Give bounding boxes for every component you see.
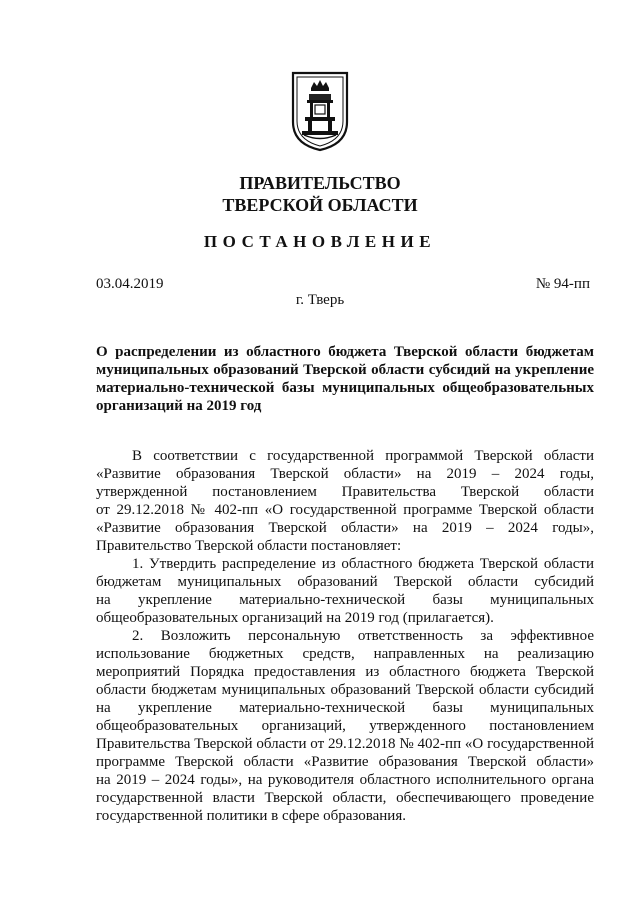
document-number: № 94-пп	[535, 276, 590, 292]
body-line: государственной политики в сфере образования.	[96, 808, 406, 824]
body-line: на укрепление материально-технической базы муниципальных	[96, 592, 594, 608]
body-line: мероприятий Порядка предоставления из областного бюджета Тверской	[96, 664, 594, 680]
document-city: г. Тверь	[295, 292, 345, 308]
body-line: на укрепление материально-технической базы муниципальных	[96, 700, 594, 716]
title-line: материально-технической базы муниципальных общеобразовательных	[96, 380, 594, 396]
body-line: бюджетам муниципальных образований Тверской области субсидий	[96, 574, 594, 590]
document-title	[96, 343, 594, 415]
body-line: на 2019 – 2024 годы», на руководителя областного исполнительного органа	[96, 772, 594, 788]
coat-of-arms-icon	[290, 70, 350, 152]
government-name-line2: ТВЕРСКОЙ ОБЛАСТИ	[222, 195, 418, 215]
body-line: государственной власти Тверской области, обеспечивающего проведение	[96, 790, 594, 806]
body-line: от 29.12.2018 № 402-пп «О государственной программе Тверской области	[96, 502, 594, 518]
document-date: 03.04.2019	[96, 276, 164, 292]
document-body	[96, 447, 594, 825]
title-line: О распределении из областного бюджета Тверской области бюджетам	[96, 344, 594, 360]
body-line: общеобразовательных организаций на 2019 год (прилагается).	[96, 610, 494, 626]
document-type: ПОСТАНОВЛЕНИЕ	[203, 232, 437, 251]
body-line: 1. Утвердить распределение из областного бюджета Тверской области	[132, 556, 594, 572]
body-line: Правительства Тверской области от 29.12.2018 № 402-пп «О государственной	[96, 736, 594, 752]
title-line: организаций на 2019 год	[96, 398, 262, 414]
body-line: «Развитие образования Тверской области» на 2019 – 2024 годы,	[96, 466, 594, 482]
body-line: области бюджетам муниципальных образований Тверской области субсидий	[96, 682, 594, 698]
title-line: муниципальных образований Тверской области субсидий на укрепление	[96, 362, 594, 378]
body-line: утвержденной постановлением Правительства Тверской области	[96, 484, 594, 500]
body-line: «Развитие образования Тверской области» на 2019 – 2024 годы»,	[96, 520, 594, 536]
body-line: общеобразовательных организаций, утвержденного постановлением	[96, 718, 594, 734]
body-line: использование бюджетных средств, направленных на реализацию	[96, 646, 594, 662]
body-line: Правительство Тверской области постановляет:	[96, 538, 402, 554]
body-line: 2. Возложить персональную ответственность за эффективное	[132, 628, 594, 644]
body-line: В соответствии с государственной программой Тверской области	[132, 448, 594, 464]
government-name-line1: ПРАВИТЕЛЬСТВО	[239, 173, 401, 193]
body-line: программе Тверской области «Развитие образования Тверской области»	[96, 754, 594, 770]
